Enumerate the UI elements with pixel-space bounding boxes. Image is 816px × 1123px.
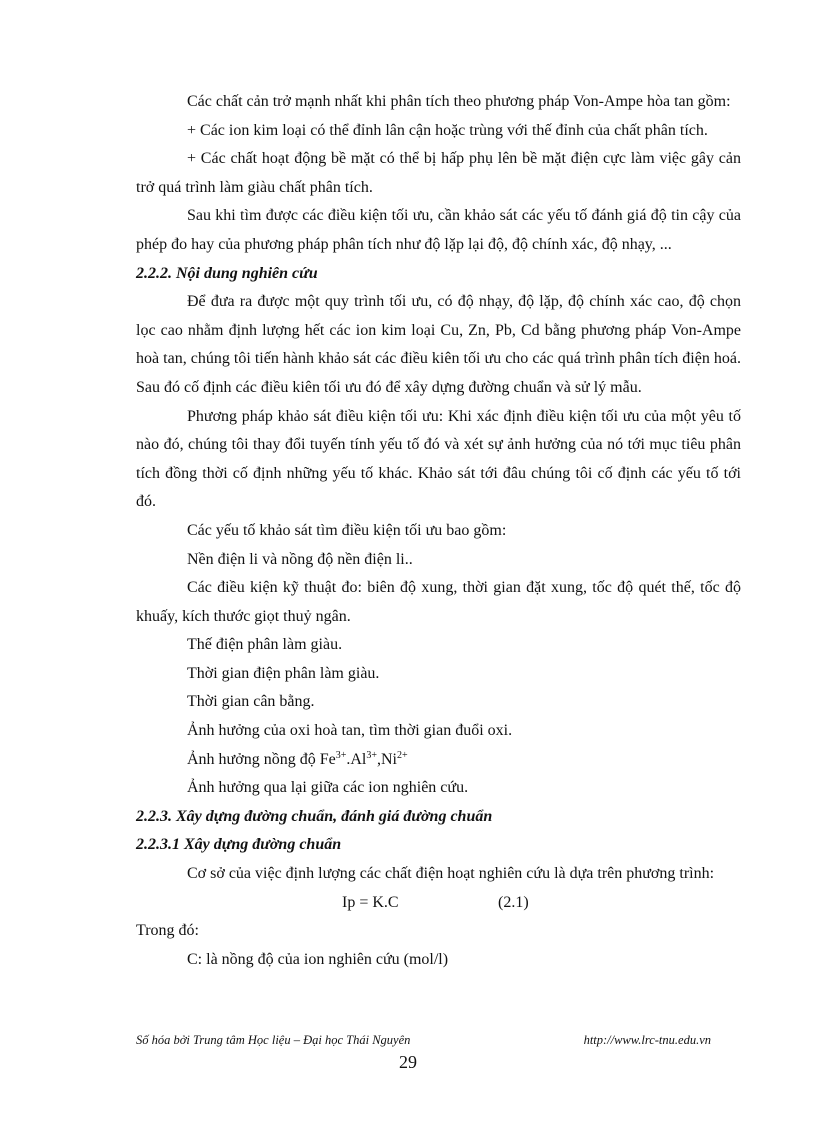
equation-text: Ip = K.C — [342, 893, 399, 911]
paragraph-ion-effects — [136, 746, 741, 775]
equation-number: (2.1) — [498, 893, 529, 911]
section-heading: 2.2.2. Nội dung nghiên cứu — [136, 264, 318, 282]
paragraph: Để đưa ra được một quy trình tối ưu, có độ nhạy, độ lặp, độ chính xác cao, độ chọn lọc cao nhằm định lượng hết các ion kim loại Cu, Zn, Pb, Cd bằng phương pháp Von-Ampe hoà tan, chúng tôi tiến hành khảo sát các điều kiên tối ưu cho các quá trình phân tích điện hoá. Sau đó cố định các điều kiên tối ưu đó để xây dựng đường chuẩn và sử lý mẫu. — [136, 293, 741, 396]
ion-text: .Al — [346, 750, 367, 768]
paragraph: Các yếu tố khảo sát tìm điều kiện tối ưu bao gồm: — [187, 521, 507, 539]
paragraph: Ảnh hưởng qua lại giữa các ion nghiên cứu. — [187, 779, 469, 797]
page-body — [136, 88, 741, 974]
paragraph: Các chất cản trở mạnh nhất khi phân tích theo phương pháp Von-Ampe hòa tan gồm: — [187, 93, 731, 110]
paragraph: Thời gian cân bằng. — [187, 693, 315, 711]
footer-url: http://www.lrc-tnu.edu.vn — [583, 1033, 711, 1047]
paragraph: + Các chất hoạt động bề mặt có thể bị hấp phụ lên bề mặt điện cực làm việc gây cản trở quá trình làm giàu chất phân tích. — [136, 150, 741, 196]
paragraph: Cơ sở của việc định lượng các chất điện hoạt nghiên cứu là dựa trên phương trình: — [187, 865, 715, 883]
paragraph: Ảnh hưởng của oxi hoà tan, tìm thời gian đuổi oxi. — [187, 722, 513, 740]
paragraph: C: là nồng độ của ion nghiên cứu (mol/l) — [187, 950, 449, 968]
paragraph: Sau khi tìm được các điều kiện tối ưu, cần khảo sát các yếu tố đánh giá độ tin cậy của phép đo hay của phương pháp phân tích như độ lặp lại độ, độ chính xác, độ nhạy, ... — [136, 207, 741, 253]
ion-charge: 3+ — [335, 749, 347, 761]
paragraph: Thời gian điện phân làm giàu. — [187, 664, 380, 682]
section-heading: 2.2.3. Xây dựng đường chuẩn, đánh giá đường chuẩn — [136, 807, 493, 825]
ion-charge: 2+ — [396, 749, 408, 761]
ion-text: Ảnh hưởng nồng độ Fe — [187, 750, 336, 768]
subsection-heading: 2.2.3.1 Xây dựng đường chuẩn — [136, 836, 342, 854]
equation — [136, 889, 741, 918]
paragraph: Các điều kiện kỹ thuật đo: biên độ xung, thời gian đặt xung, tốc độ quét thế, tốc độ khuấy, kích thước giọt thuỷ ngân. — [136, 579, 741, 625]
ion-charge: 3+ — [366, 749, 377, 761]
paragraph: Thế điện phân làm giàu. — [187, 636, 343, 654]
paragraph: Nền điện li và nồng độ nền điện li.. — [187, 550, 413, 568]
paragraph: Phương pháp khảo sát điều kiện tối ưu: Khi xác định điều kiện tối ưu của một yêu tố nào đó, chúng tôi thay đổi tuyến tính yếu tố đó và xét sự ảnh hưởng của nó tới mục tiêu phân tích đồng thời cố định những yếu tố khác. Khảo sát tới đâu chúng tôi cố định các yếu tố tới đó. — [136, 407, 741, 511]
paragraph: Trong đó: — [136, 922, 199, 940]
paragraph: + Các ion kim loại có thể đỉnh lân cận hoặc trùng với thế đỉnh của chất phân tích. — [187, 121, 708, 139]
page-number: 29 — [399, 1052, 417, 1072]
footer-source: Số hóa bởi Trung tâm Học liệu – Đại học Thái Nguyên — [136, 1033, 411, 1047]
ion-text: ,Ni — [376, 750, 397, 768]
